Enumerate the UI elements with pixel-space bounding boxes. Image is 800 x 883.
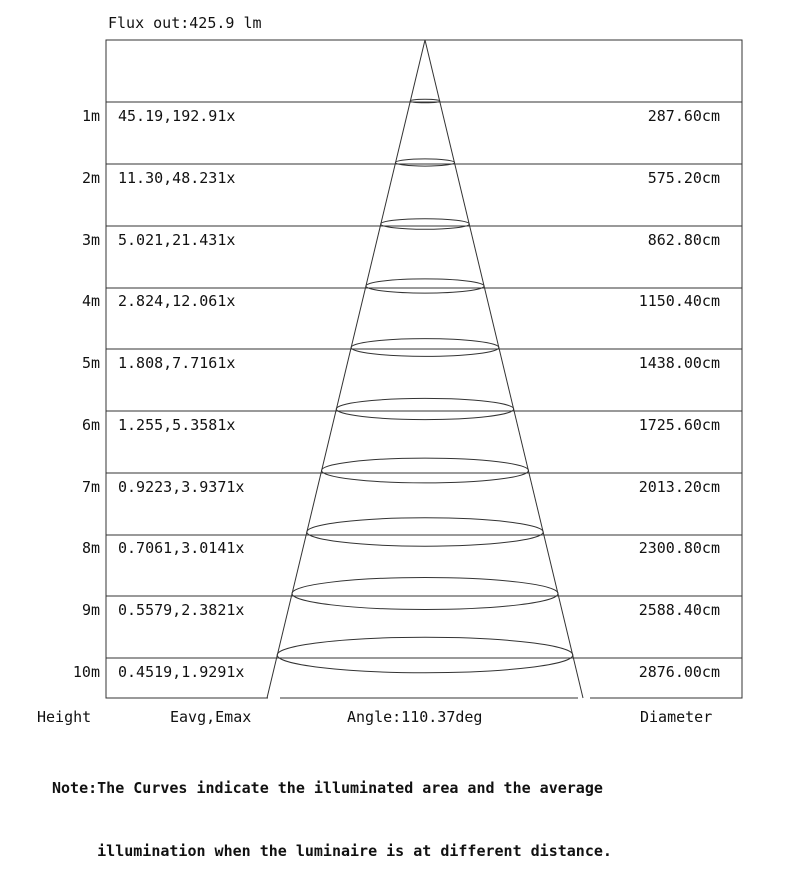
note-line-2: illumination when the luminaire is at different distance. [52,842,612,860]
illumination-ellipse [277,637,573,672]
height-label-7m: 7m [81,478,100,496]
height-label-2m: 2m [81,169,100,187]
eavg-emax-value: 11.30,48.231x [118,169,236,187]
illumination-ellipse [336,398,513,419]
illumination-ellipse [292,578,558,610]
note-line-1: Note:The Curves indicate the illuminated area and the average [52,779,603,797]
height-label-1m: 1m [81,107,100,125]
eavg-emax-value: 0.4519,1.9291x [118,663,245,681]
eavg-emax-value: 1.255,5.3581x [118,416,236,434]
illumination-ellipse [381,219,470,230]
height-label-3m: 3m [81,231,100,249]
eavg-emax-value: 0.5579,2.3821x [118,601,245,619]
diameter-value: 2300.80cm [638,539,720,557]
eavg-emax-value: 0.9223,3.9371x [118,478,245,496]
diameter-value: 287.60cm [647,107,720,125]
footer-eavg-label: Eavg,Emax [170,708,252,726]
illumination-ellipse [307,518,543,546]
diameter-value: 2588.40cm [638,601,720,619]
illumination-ellipse [351,339,499,357]
diameter-value: 1438.00cm [638,354,720,372]
eavg-emax-value: 2.824,12.061x [118,292,236,310]
flux-out-label: Flux out:425.9 lm [108,14,262,32]
footer-diameter-label: Diameter [640,708,713,726]
footer-angle-label: Angle:110.37deg [347,708,483,726]
illumination-ellipse [366,279,484,293]
height-label-6m: 6m [81,416,100,434]
height-label-10m: 10m [72,663,100,681]
beam-edge-left [267,40,425,698]
beam-edge-right [425,40,583,698]
diameter-value: 1150.40cm [638,292,720,310]
height-label-8m: 8m [81,539,100,557]
eavg-emax-value: 0.7061,3.0141x [118,539,245,557]
height-label-9m: 9m [81,601,100,619]
illumination-ellipse [322,458,529,483]
eavg-emax-value: 1.808,7.7161x [118,354,236,372]
footer-height-label: Height [37,708,92,726]
diameter-value: 575.20cm [647,169,720,187]
illumination-ellipse [395,159,454,166]
note-text [52,736,612,883]
diameter-value: 2876.00cm [638,663,720,681]
eavg-emax-value: 45.19,192.91x [118,107,236,125]
height-label-4m: 4m [81,292,100,310]
height-label-5m: 5m [81,354,100,372]
eavg-emax-value: 5.021,21.431x [118,231,236,249]
diameter-value: 1725.60cm [638,416,720,434]
diameter-value: 2013.20cm [638,478,720,496]
diameter-value: 862.80cm [647,231,720,249]
